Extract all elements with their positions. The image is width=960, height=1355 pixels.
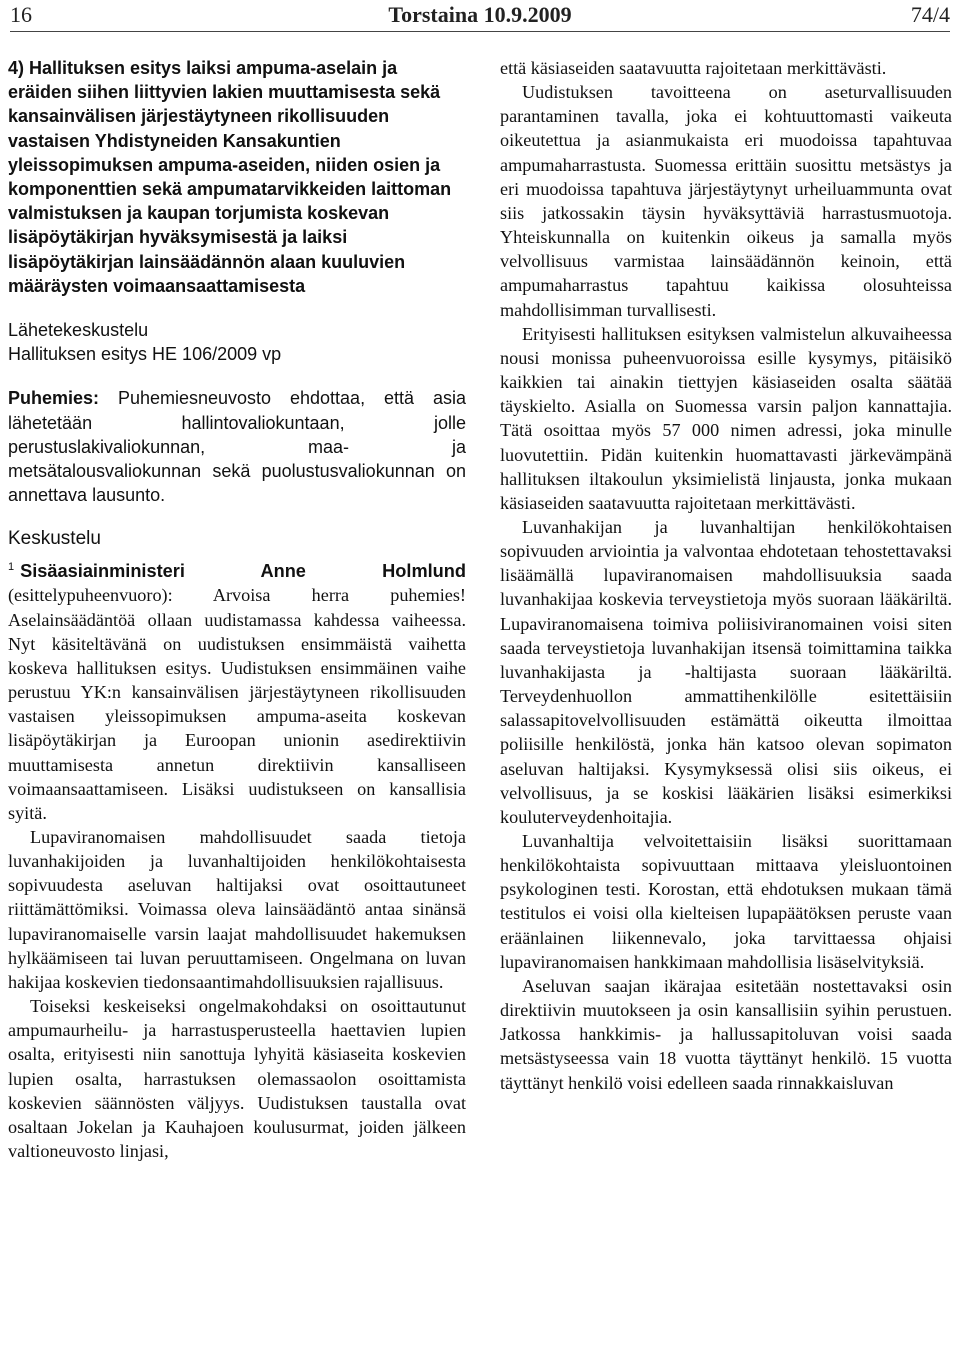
speech-intro: (esittelypuheenvuoro): Arvoisa herra puhemies! Aselainsäädäntöä ollaan uudistamassa kahdessa vaiheessa. Nyt käsiteltävänä on uudistuksen ensimmäistä vaihetta koskeva hallituksen esitys. Uudistuksen ensimmäinen vaihe perustuu YK:n kansainvälisen järjestäytyneen rikollisuuden vastaisen yleissopimuksen ampuma-aseita koskevan lisäpöytäkirjan ja Euroopan unionin asedirektiivin muuttamisesta annetun direktiivin kansalliseen voimaansaattamiseen. Lisäksi uudistukseen on kansallisia syitä. <box>8 585 466 823</box>
paragraph: Lupaviranomaisen mahdollisuudet saada tietoja luvanhakijoiden ja luvanhaltijoiden henkilökohtaisesta sopivuudesta aseluvan haltijaksi ovat osoittautuneet riittämättömiksi. Voimassa oleva lainsäädäntö antaa sinänsä lupaviranomaiselle varsin laajat mahdollisuudet hakemuksen hylkäämiseen tai luvan peruuttamiseen. Ongelmana on luvan hakijaa koskevien tiedonsaantimahdollisuuksien rajallisuus. <box>8 827 466 992</box>
right-column <box>500 56 952 1095</box>
agenda-item-title: 4) Hallituksen esitys laiksi ampuma-aselain ja eräiden siihen liittyvien lakien muuttamisesta sekä kansainvälisen järjestäytyneen rikollisuuden vastaisen Yhdistyneiden Kansakuntien yleissopimuksen ampuma-aseiden, niiden osien ja komponenttien sekä ampumatarvikkeiden laittoman valmistuksen ja kaupan torjumista koskevan lisäpöytäkirjan hyväksymisestä ja laiksi lisäpöytäkirjan lainsäädännön alaan kuuluvien määräysten voimaansaattamisesta <box>8 58 452 296</box>
page-header <box>10 2 950 26</box>
speaker-name: Sisäasiainministeri Anne Holmlund <box>20 561 466 582</box>
session-date-title: Torstaina 10.9.2009 <box>388 2 572 27</box>
left-column <box>8 56 466 1163</box>
continuation-text: että käsiaseiden saatavuutta rajoitetaan merkittävästi. <box>500 58 887 78</box>
paragraph: Aseluvan saajan ikärajaa esitetään nostettavaksi osin direktiivin muutokseen ja osin kansallisiin syihin perustuen. Jatkossa hankkimis- ja hallussapitoluvan voisi saada metsästyseessa vain 18 vuotta täyttänyt henkilö. 15 vuotta täyttänyt henkilö voisi edelleen saada rinnakkaisluvan <box>500 975 952 1093</box>
session-number: 74/4 <box>910 2 950 27</box>
page-number: 16 <box>10 2 32 27</box>
paragraph: Luvanhakijan ja luvanhaltijan henkilökohtaisen sopivuuden arviointia ja valvontaa ehdotetaan tehostettavaksi lisäämällä lupaviranomaisen mahdollisuuksia saada luvanhakijaa koskevia terveystietoja myös suoraan lääkäriltä. Lupaviranomaisena toimiva poliisiviranomainen voisi siten saada terveystietoja luvanhakijan itsensä toimittamina taikka luvanhakijasta ja -haltijasta suoraan lääkäriltä. Terveydenhuollon ammattihenkilölle esitettäisiin salassapitovelvollisuuden estämättä oikeutta ilmoittaa poliisille henkilöstä, jonka hän katsoo olevan sopimaton aseluvan haltijaksi. Kysymyksessä olisi siis oikeus, ei velvollisuus, ja se koskisi lääkärien lisäksi esimerkiksi kouluterveydenhoitajia. <box>500 516 952 827</box>
debate-type: Lähetekeskustelu <box>8 320 149 341</box>
chair-text: Puhemiesneuvosto ehdottaa, että asia lähetetään hallintovaliokuntaan, jolle perustuslakivaliokunnan, maa- ja metsätalousvaliokunnan sekä puolustusvaliokunnan on annettava lausunto. <box>8 388 466 505</box>
bill-reference: Hallituksen esitys HE 106/2009 vp <box>8 344 282 365</box>
speech-number: 1 <box>8 561 15 574</box>
paragraph: Toiseksi keskeiseksi ongelmakohdaksi on osoittautunut ampumaurheilu- ja harrastusperusteella haettavien lupien osalta, erityisesti niin sanottuja lyhyitä käsiaseita koskevien lupien osalta, harrastuksen olemassaolon osoittamista koskevien säännösten väljyys. Uudistuksen taustalla ovat osaltaan Jokelan ja Kauhajoen koulusurmat, joiden jälkeen valtioneuvosto linjasi, <box>8 996 466 1162</box>
chair-label: Puhemies: <box>8 388 100 409</box>
speech <box>8 559 466 825</box>
paragraph: Erityisesti hallituksen esityksen valmistelun alkuvaiheessa nousi monissa puheenvuoroissa esille kysymys, pitäisikö kaikkien tai ainakin tiettyjen käsiaseiden osalta säätää täyskielto. Asialla on Suomessa varsin paljon kannattajia. Tätä osoittaa myös 57 000 nimen adressi, joka minulle luovutettiin. Pidän kuitenkin huomattavasti järkevämpänä hallituksen iltakoulun yksimielistä linjausta, jonka mukaan käsiaseiden saatavuutta rajoitetaan merkittävästi. <box>500 323 952 513</box>
chair-statement <box>8 386 466 507</box>
header-rule <box>10 31 950 32</box>
paragraph: Luvanhaltija velvoitettaisiin lisäksi suorittamaan henkilökohtaista sopivuuttaan mittaava yleisluontoinen psykologinen testi. Korostan, että ehdotuksen mukaan tämä testitulos ei voisi olla kielteisen lupapäätöksen peruste vaan eräänlainen liikennevalo, joka tarvittaessa ohjaisi lupaviranomaisen hankkimaan mahdollisia lisäselvityksiä. <box>500 831 952 972</box>
section-heading: Keskustelu <box>8 528 101 550</box>
paragraph: Uudistuksen tavoitteena on aseturvallisuuden parantaminen tavalla, joka ei kohtuuttomasti vaikeuta oikeutettua ja asianmukaista eri muodoissa tapahtuvaa ampumaharrastusta. Suomessa erittäin suosittu metsästys ja eri muodoissa tapahtuva järjestäytynyt urheiluammunta ovat siis jatkossakin täysin hyväksyttäviä harrastusmuotoja. Yhteiskunnalla on kuitenkin oikeus ja samalla myös velvollisuus varmistaa lainsäädännön keinoin, että ampumaharrastus tapahtuu kaikissa olosuhteissa mahdollisimman turvallisesti. <box>500 82 952 320</box>
